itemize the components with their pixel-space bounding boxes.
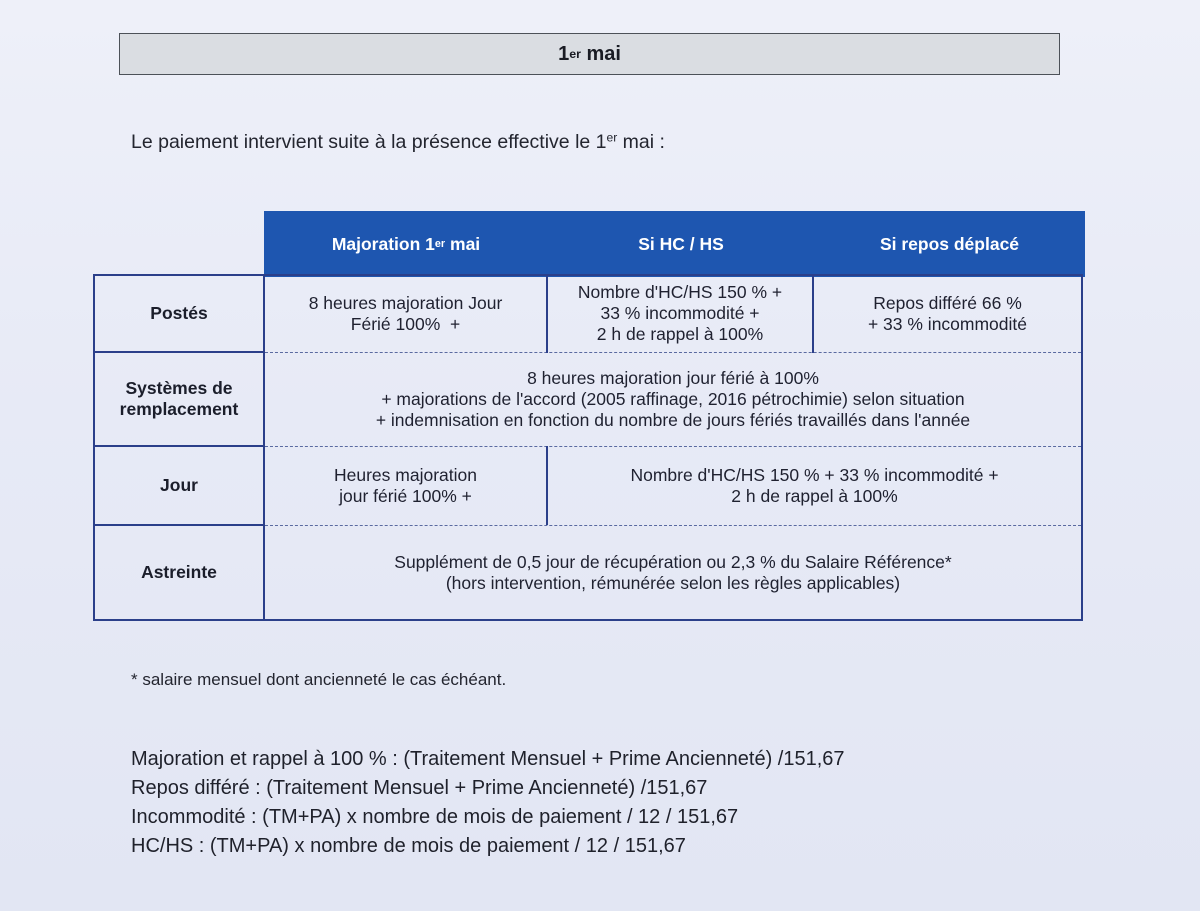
astreinte-line-2: (hors intervention, rémunérée selon les règles applicables) [445, 572, 901, 593]
intro-before: Le paiement intervient suite à la présence effective le 1 [131, 131, 607, 153]
jour-majoration-line-2: jour férié 100% + [339, 485, 472, 506]
systemes-line-2: + majorations de l'accord (2005 raffinage, 2016 pétrochimie) selon situation [381, 388, 965, 409]
intro-sup: er [606, 130, 618, 145]
title-rest: mai [580, 42, 621, 65]
jour-majoration-line-1: Heures majoration [334, 464, 477, 485]
systemes-line-3: + indemnisation en fonction du nombre de jours fériés travaillés dans l'année [375, 409, 971, 430]
postes-hc-hs-line-1: Nombre d'HC/HS 150 % + [577, 282, 783, 302]
astreinte-line-1: Supplément de 0,5 jour de récupération ou 2,3 % du Salaire Référence* [394, 551, 952, 572]
rowhead-systemes [95, 353, 263, 445]
header-majoration: Majoration 1 er mai [331, 233, 481, 254]
formula-repos: Repos différé : (Traitement Mensuel + Prime Ancienneté) /151,67 [131, 777, 708, 799]
rowhead-astreinte: Astreinte [141, 562, 217, 582]
formulas-block [131, 745, 845, 861]
systemes-line-1: 8 heures majoration jour férié à 100% [527, 367, 819, 388]
footnote: * salaire mensuel dont ancienneté le cas échéant. [131, 670, 507, 689]
header-majoration-rest: mai [445, 233, 481, 254]
header-repos: Si repos déplacé [879, 233, 1020, 254]
table-border-right [1081, 274, 1083, 621]
rowhead-systemes-line-1: Systèmes de [125, 378, 233, 398]
table-border-bottom [93, 619, 1083, 621]
postes-majoration-line-1: 8 heures majoration Jour [308, 292, 503, 313]
rowhead-systemes-line-2: remplacement [119, 399, 239, 419]
jour-merged-line-2: 2 h de rappel à 100% [731, 485, 898, 506]
formula-incommodite: Incommodité : (TM+PA) x nombre de mois de paiement / 12 / 151,67 [131, 806, 739, 828]
jour-merged [548, 447, 1081, 524]
jour-merged-line-1: Nombre d'HC/HS 150 % + 33 % incommodité + [630, 464, 999, 485]
formula-majoration: Majoration et rappel à 100 % : (Traitement Mensuel + Prime Ancienneté) /151,67 [131, 748, 845, 770]
astreinte-merged [265, 526, 1081, 619]
postes-majoration [265, 276, 546, 351]
header-majoration-main: Majoration 1 [331, 233, 435, 254]
postes-hc-hs [548, 276, 812, 351]
postes-majoration-line-2: Férié 100% + [350, 313, 461, 334]
postes-hc-hs-line-2: 33 % incommodité + [600, 303, 760, 323]
systemes-merged [265, 353, 1081, 445]
payment-table [93, 274, 1083, 621]
section-title: 1 er mai [119, 33, 1060, 75]
postes-repos-line-2: + 33 % incommodité [867, 313, 1028, 334]
intro-text [131, 131, 665, 154]
rowhead-postes: Postés [150, 303, 208, 323]
jour-majoration [265, 447, 546, 524]
postes-repos [814, 276, 1081, 351]
formula-hc-hs: HC/HS : (TM+PA) x nombre de mois de paiement / 12 / 151,67 [131, 835, 686, 857]
rowhead-jour: Jour [160, 475, 198, 495]
postes-repos-line-1: Repos différé 66 % [873, 292, 1022, 313]
postes-hc-hs-line-3: 2 h de rappel à 100% [596, 324, 764, 344]
title-main: 1 [558, 42, 570, 65]
table-header [264, 211, 1085, 277]
intro-after: mai : [617, 131, 665, 153]
header-hc-hs: Si HC / HS [638, 233, 724, 254]
